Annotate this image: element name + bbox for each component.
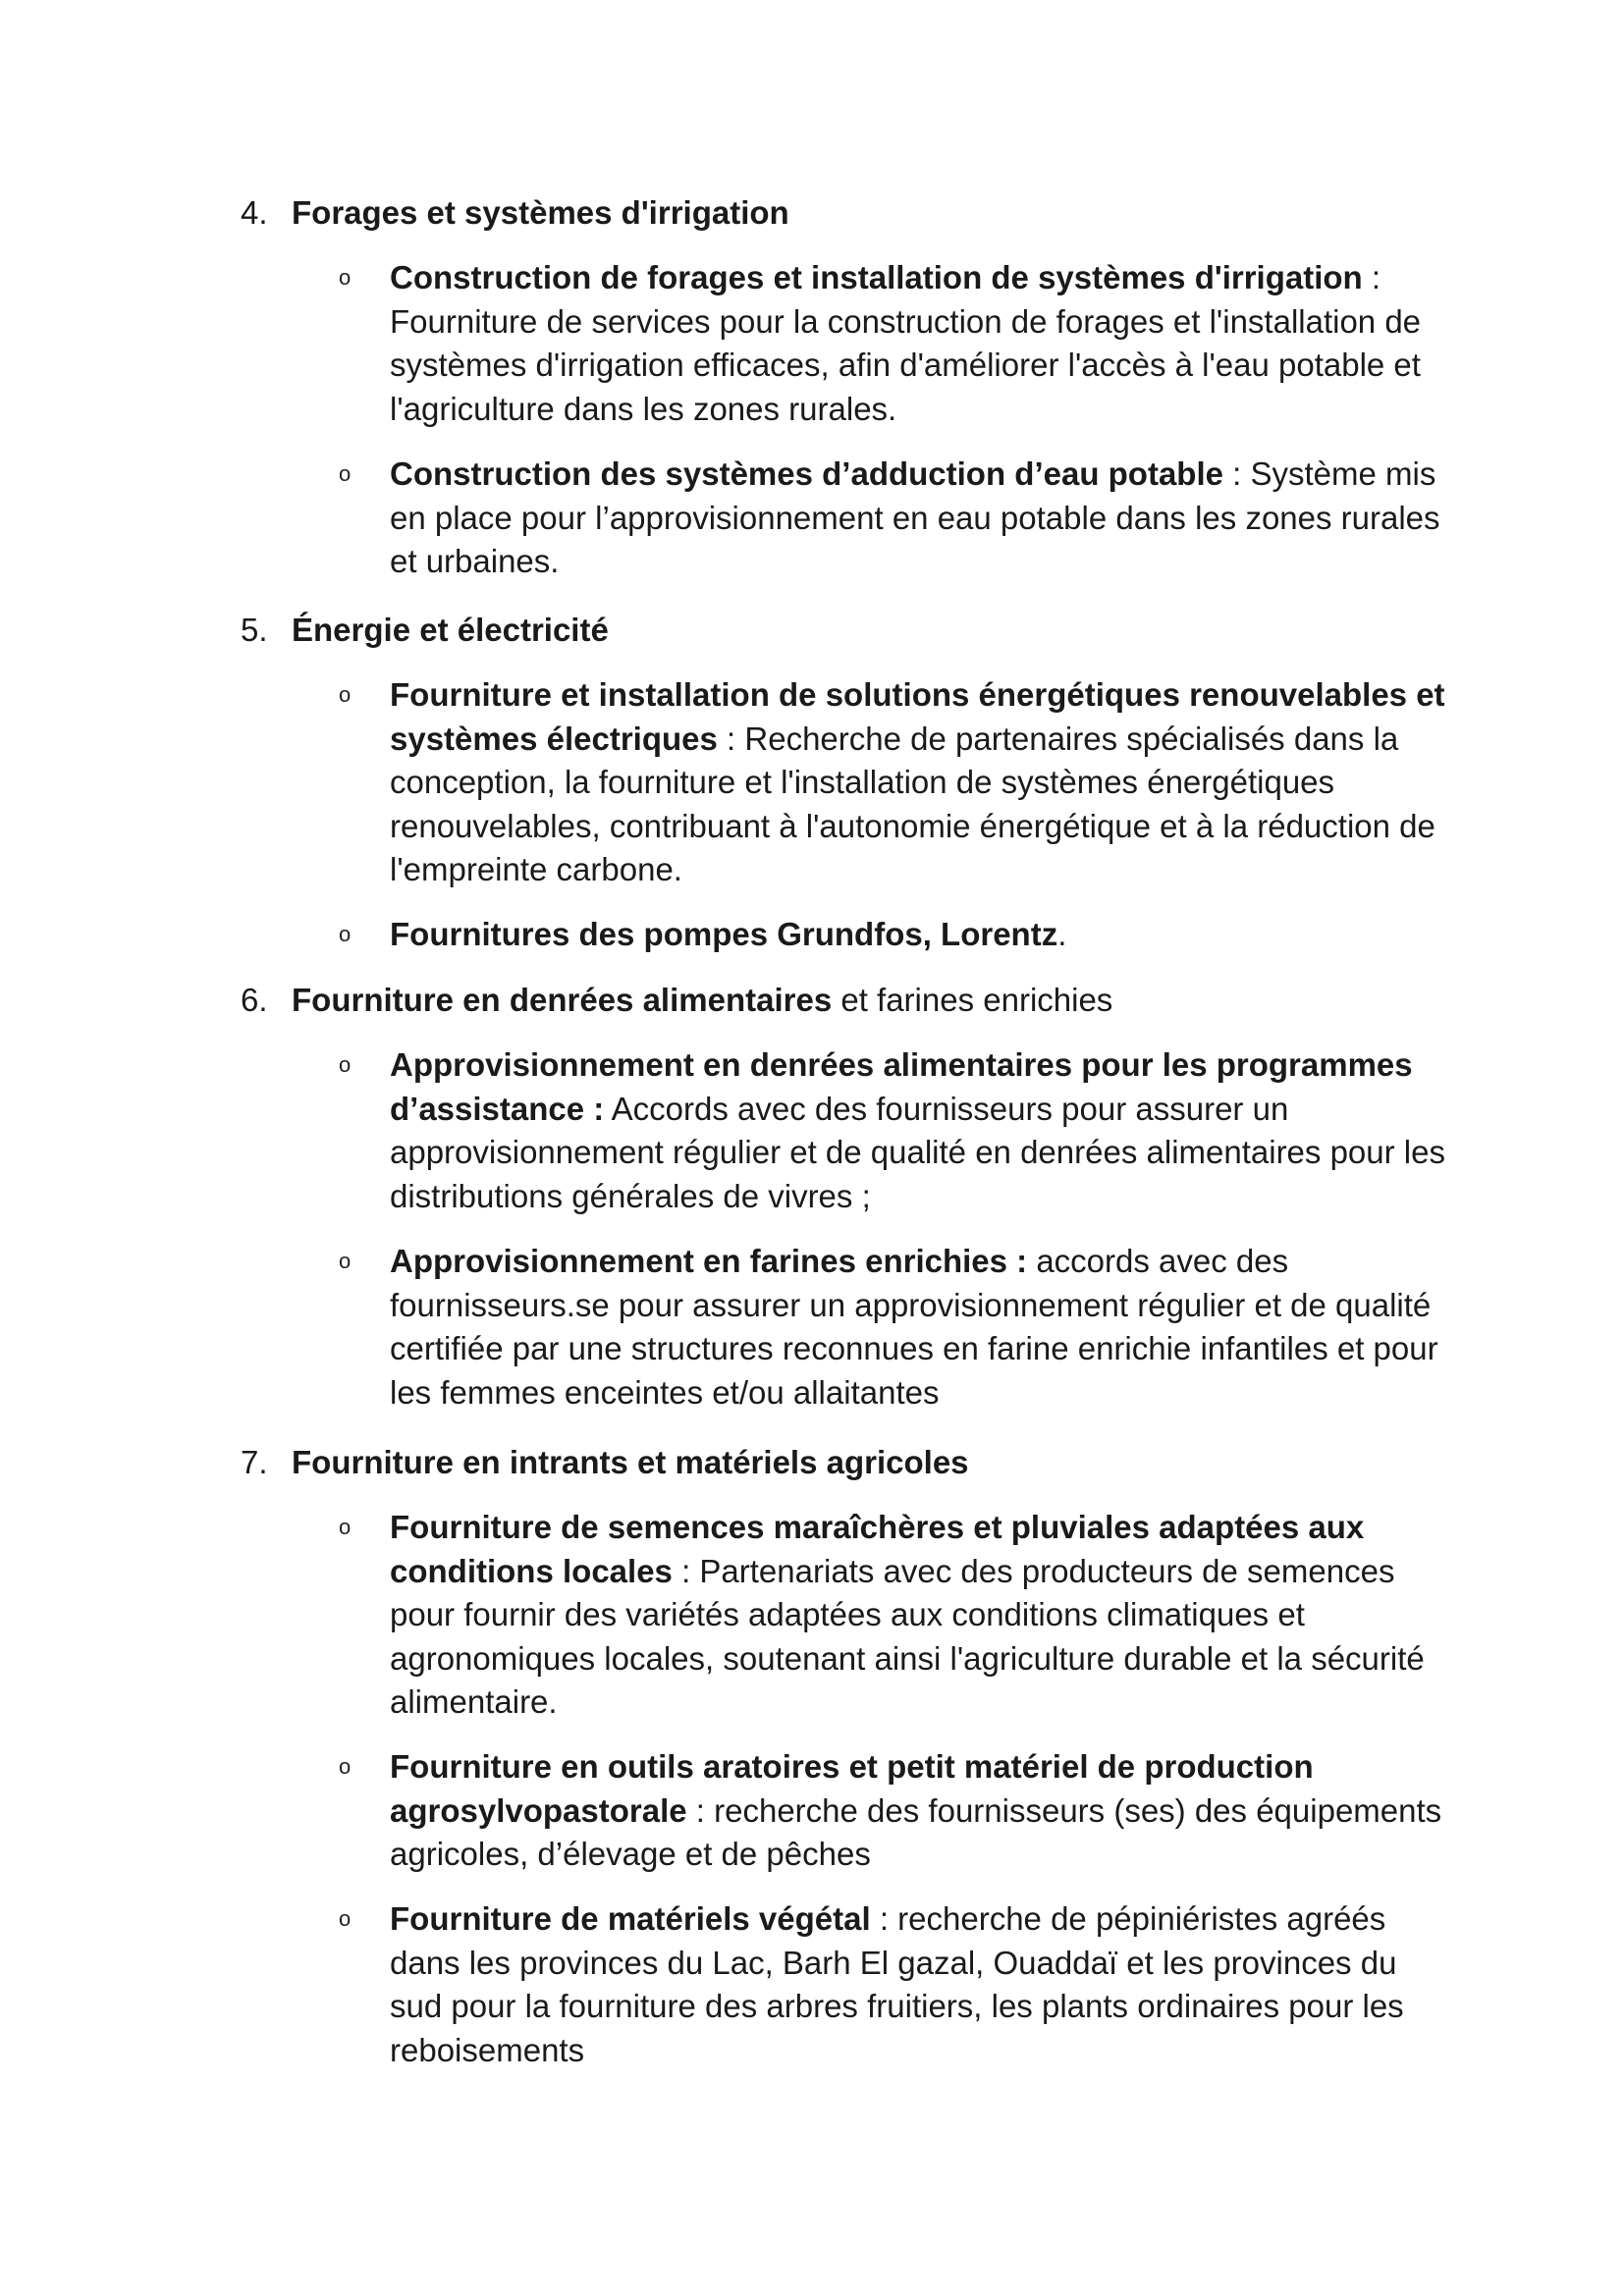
bullet-icon: o	[339, 1515, 352, 1539]
list-item-body: Accords avec des fournisseurs pour assurer un approvisionnement régulier et de qualité en denrées alimentaires pour les distributions générales de vivres ;	[390, 1090, 1445, 1214]
list-item-bold: Approvisionnement en farines enrichies :	[390, 1243, 1028, 1279]
bullet-icon: o	[339, 1052, 352, 1077]
bullet-icon: o	[339, 1249, 352, 1273]
list-item-body: : Système mis en place pour l’approvisionnement en eau potable dans les zones rurales et urbaines.	[390, 455, 1440, 579]
list-item-bold: Fourniture et installation de solutions énergétiques renouvelables et systèmes électriques	[390, 676, 1445, 757]
section-number: 6.	[241, 982, 268, 1018]
list-item-text	[390, 1043, 1445, 1218]
list-item-bold: Construction de forages et installation de systèmes d'irrigation	[390, 259, 1363, 295]
list-item-bold: Construction des systèmes d’adduction d’eau potable	[390, 455, 1223, 492]
list-item-text	[390, 1506, 1445, 1725]
bullet-icon: o	[339, 1906, 352, 1931]
list-item-text	[390, 1745, 1445, 1877]
bullet-icon: o	[339, 922, 352, 946]
bullet-icon: o	[339, 461, 352, 486]
list-item-body: : recherche de pépiniéristes agréés dans les provinces du Lac, Barh El gazal, Ouaddaï et les provinces du sud pour la fourniture des arbres fruitiers, les plants ordinaires pour les reboisements	[390, 1900, 1404, 2068]
list-item-text	[390, 256, 1445, 431]
list-item-body: : Fourniture de services pour la construction de forages et l'installation de systèmes d'irrigation efficaces, afin d'améliorer l'accès à l'eau potable et l'agriculture dans les zones rurales.	[390, 259, 1422, 427]
section-number: 7.	[241, 1444, 268, 1480]
list-item-bold: Approvisionnement en denrées alimentaires pour les programmes d’assistance :	[390, 1046, 1413, 1127]
list-item-text	[390, 673, 1445, 892]
list-item-text	[390, 1897, 1445, 2072]
section-number: 4.	[241, 194, 268, 231]
section-title-rest: et farines enrichies	[832, 982, 1113, 1018]
list-item-bold: Fourniture de semences maraîchères et pluviales adaptées aux conditions locales	[390, 1509, 1365, 1589]
list-item-body: : Recherche de partenaires spécialisés dans la conception, la fourniture et l'installation de systèmes énergétiques renouvelables, contribuant à l'autonomie énergétique et à la réduction de l'empreinte carbone.	[390, 720, 1435, 887]
bullet-icon: o	[339, 682, 352, 707]
list-item-text	[390, 913, 1445, 957]
section-title	[292, 191, 789, 236]
list-item-bold: Fournitures des pompes Grundfos, Lorentz	[390, 916, 1058, 952]
section-number: 5.	[241, 612, 268, 648]
section-title	[292, 609, 609, 653]
list-item-bold: Fourniture en outils aratoires et petit matériel de production agrosylvopastorale	[390, 1748, 1314, 1829]
section-title	[292, 979, 1112, 1023]
bullet-icon: o	[339, 265, 352, 290]
bullet-icon: o	[339, 1754, 352, 1779]
section-title-bold: Forages et systèmes d'irrigation	[292, 194, 789, 231]
section-title-bold: Fourniture en intrants et matériels agricoles	[292, 1444, 969, 1480]
list-item-text	[390, 1240, 1445, 1415]
list-item-text	[390, 453, 1445, 584]
list-item-body: .	[1057, 916, 1067, 952]
section-title	[292, 1441, 969, 1485]
section-title-bold: Fourniture en denrées alimentaires	[292, 982, 833, 1018]
section-title-bold: Énergie et électricité	[292, 612, 609, 648]
list-item-body: : Partenariats avec des producteurs de semences pour fournir des variétés adaptées aux conditions climatiques et agronomiques locales, soutenant ainsi l'agriculture durable et la sécurité alimentaire.	[390, 1552, 1425, 1720]
list-item-body: : recherche des fournisseurs (ses) des équipements agricoles, d’élevage et de pêches	[390, 1791, 1442, 1872]
list-item-bold: Fourniture de matériels végétal	[390, 1900, 871, 1937]
list-item-body: accords avec des fournisseurs.se pour assurer un approvisionnement régulier et de qualité certifiée par une structures reconnues en farine enrichie infantiles et pour les femmes enceintes et/ou allaitantes	[390, 1243, 1438, 1411]
